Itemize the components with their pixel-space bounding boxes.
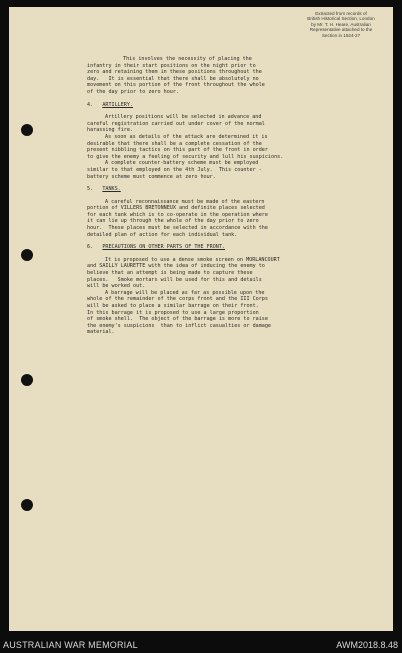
text-line: material. — [87, 329, 115, 336]
text-line: the enemy's suspicions than to inflict casualties or damage — [87, 322, 272, 329]
text-line: it can lie up through the whole of the day prior to zero — [87, 218, 259, 225]
punch-hole — [21, 124, 33, 136]
section-heading — [87, 186, 383, 193]
text-line: It is proposed to use a dense smoke screen on MORLANCOURT — [105, 256, 280, 263]
section-4-paragraph — [87, 114, 383, 134]
section-title: ARTILLERY. — [102, 101, 134, 108]
section-number: 6. — [87, 244, 94, 251]
section-5-paragraph — [87, 199, 383, 239]
text-line: movement on this portion of the front throughout the whole — [87, 82, 265, 89]
text-line: whole of the remainder of the corps front and the III Corps — [87, 296, 268, 303]
text-line: to give the enemy a feeling of security and lull his suspicions. — [87, 153, 284, 160]
text-line: desirable that there shall be a complete cessation of the — [87, 140, 262, 147]
text-line: As soon as details of the attack are determined it is — [105, 133, 268, 140]
text-line: A barrage will be placed as far as possible upon the — [105, 289, 265, 296]
punch-hole — [21, 249, 33, 261]
footer-bar — [0, 639, 402, 653]
text-line: portion of VILLERS BRETONNEUX and definite places selected — [87, 205, 265, 212]
archive-stamp: Extracted from records of British Historical Section, London by Mr. T. H. Heare, Australian Representative attached to the Section in 1924-27 — [307, 11, 375, 38]
text-line: present nibbling tactics on this part of the front in order — [87, 147, 268, 154]
section-6-paragraph — [87, 290, 383, 336]
text-line: detailed plan of action for each individual tank. — [87, 231, 238, 238]
intro-paragraph — [87, 56, 383, 96]
text-line: harassing fire. — [87, 127, 134, 134]
section-heading — [87, 244, 383, 251]
text-line: In this barrage it is proposed to use a large proportion — [87, 309, 259, 316]
text-line: will be worked out. — [87, 283, 146, 290]
section-title: TANKS. — [102, 186, 121, 193]
section-number: 4. — [87, 101, 94, 108]
text-line: and SAILLY LAURETTE with the idea of inducing the enemy to — [87, 263, 265, 270]
section-4-paragraph — [87, 134, 383, 160]
text-line: similar to that employed on the 4th July. This counter - — [87, 166, 262, 173]
text-line: hour. These places must be selected in accordance with the — [87, 225, 268, 232]
text-line: for each tank which is to co-operate in the operation where — [87, 211, 268, 218]
document-body — [87, 56, 383, 336]
text-line: A careful reconnaissance must be made of the eastern — [105, 198, 265, 205]
text-line: of smoke shell. The object of the barrage is more to raise — [87, 316, 268, 323]
section-6-paragraph — [87, 257, 383, 290]
text-line: of the day prior to zero hour. — [87, 88, 180, 95]
text-line: will be asked to place a similar barrage on their front. — [87, 303, 259, 309]
text-line: infantry in their start positions on the night prior to — [87, 62, 256, 69]
document-page — [9, 7, 393, 631]
text-line: careful registration carried out under cover of the normal — [87, 120, 265, 127]
punch-hole — [21, 374, 33, 386]
footer-source: AUSTRALIAN WAR MEMORIAL — [3, 640, 138, 650]
text-line: Artillery positions will be selected in advance and — [105, 114, 262, 121]
text-line: believe that an attempt is being made to capture these — [87, 270, 253, 277]
text-line: A complete counter-battery scheme must be employed — [105, 160, 259, 167]
text-line: This involves the necessity of placing the — [123, 56, 252, 62]
text-line: places. Smoke mortars will be used for this and details — [87, 276, 262, 283]
punch-hole — [21, 499, 33, 511]
text-line: day. It is essential that there shall be absolutely no — [87, 75, 259, 82]
text-line: zero and retaining them in these positions throughout the — [87, 69, 262, 76]
footer-accession-number: AWM2018.8.48 — [336, 640, 398, 650]
section-4-paragraph — [87, 160, 383, 180]
text-line: battery scheme must commence at zero hour. — [87, 173, 216, 180]
section-heading — [87, 102, 383, 109]
section-number: 5. — [87, 186, 94, 193]
section-title: PRECAUTIONS ON OTHER PARTS OF THE FRONT. — [102, 244, 226, 251]
